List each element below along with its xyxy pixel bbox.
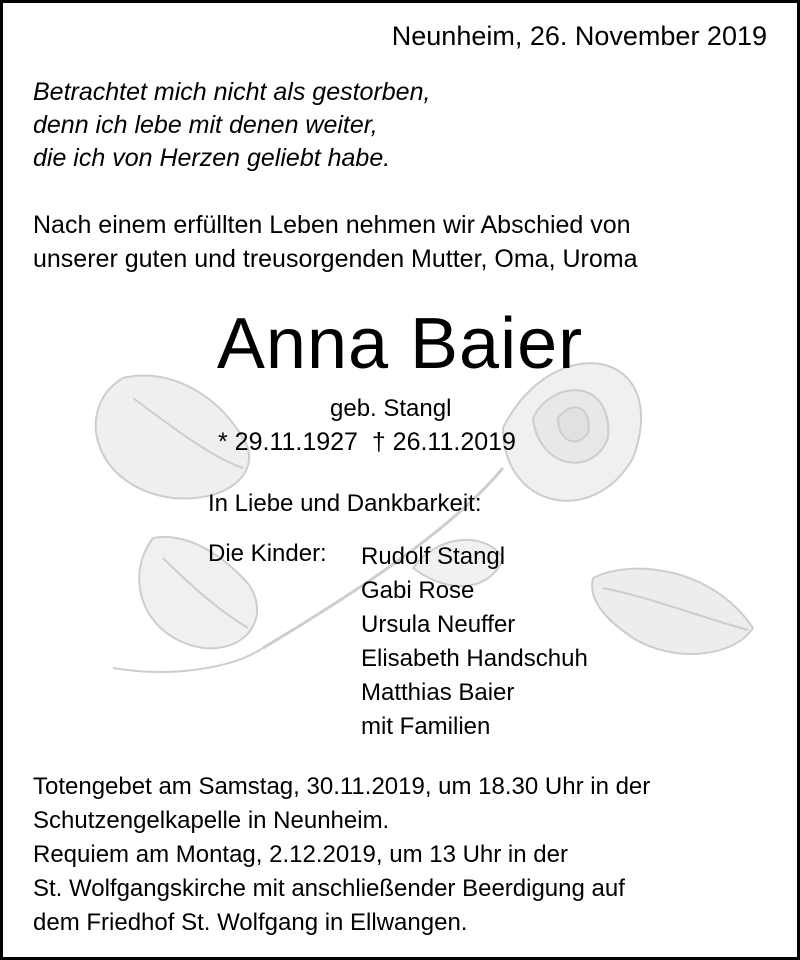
thanks-heading: In Liebe und Dankbarkeit:: [208, 490, 482, 517]
list-item: Gabi Rose: [361, 577, 475, 604]
list-item: Ursula Neuffer: [361, 611, 516, 638]
poem-line: die ich von Herzen geliebt habe.: [33, 144, 391, 172]
service-line: dem Friedhof St. Wolfgang in Ellwangen.: [33, 909, 468, 936]
service-line: Totengebet am Samstag, 30.11.2019, um 18.30 Uhr in der: [33, 773, 651, 800]
list-item: mit Familien: [361, 713, 491, 740]
intro-line: Nach einem erfüllten Leben nehmen wir Abschied von: [33, 211, 631, 239]
intro-text: [33, 208, 638, 276]
poem-line: Betrachtet mich nicht als gestorben,: [33, 78, 431, 106]
poem-line: denn ich lebe mit denen weiter,: [33, 111, 378, 139]
life-dates: * 29.11.1927 † 26.11.2019: [218, 428, 516, 456]
service-details: [33, 770, 650, 940]
service-line: St. Wolfgangskirche mit anschließender Beerdigung auf: [33, 875, 625, 902]
memorial-poem: [33, 76, 430, 175]
children-label: Die Kinder:: [208, 540, 327, 567]
deceased-name: Anna Baier: [216, 304, 584, 384]
list-item: Elisabeth Handschuh: [361, 645, 588, 672]
intro-line: unserer guten und treusorgenden Mutter, Oma, Uroma: [33, 245, 638, 273]
place-date: Neunheim, 26. November 2019: [391, 21, 767, 51]
list-item: Matthias Baier: [361, 679, 515, 706]
service-line: Requiem am Montag, 2.12.2019, um 13 Uhr in der: [33, 841, 568, 868]
maiden-name: geb. Stangl: [330, 395, 452, 422]
service-line: Schutzengelkapelle in Neunheim.: [33, 807, 390, 834]
list-item: Rudolf Stangl: [361, 543, 506, 570]
children-list: [361, 540, 588, 744]
